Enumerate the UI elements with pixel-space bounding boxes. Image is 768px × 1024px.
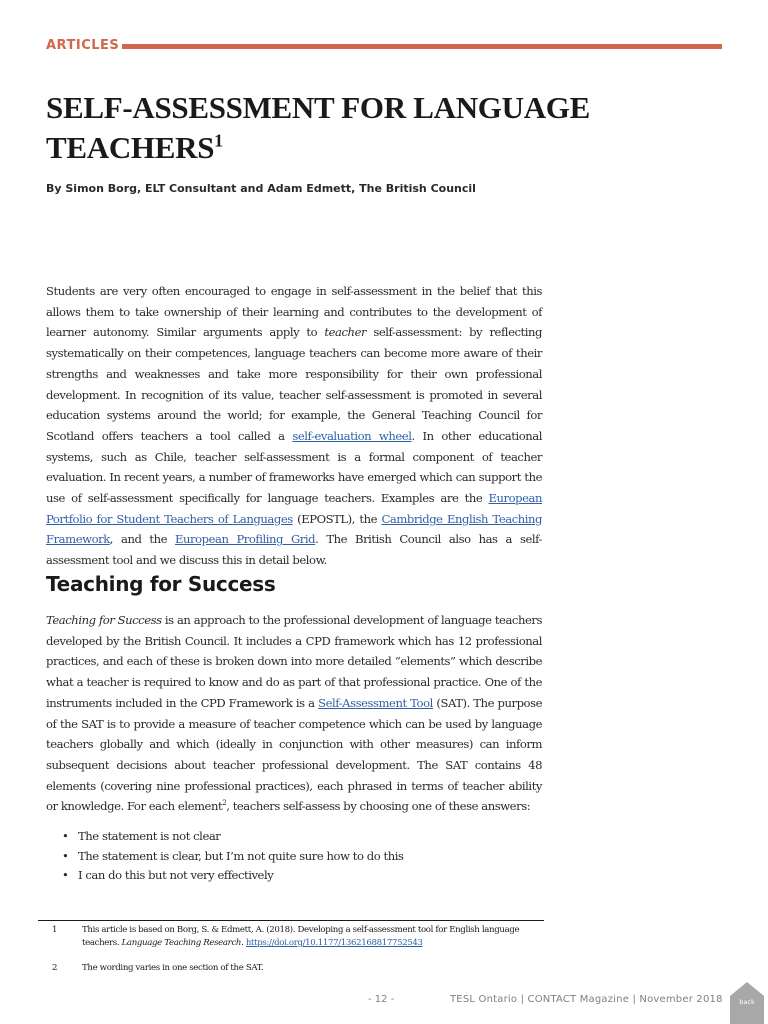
publication-footer: TESL Ontario | CONTACT Magazine | November 2018 [450,994,723,1005]
list-item [46,866,542,886]
bullet-icon: • [62,848,69,863]
footnote-divider [38,920,544,921]
intro-text-4: (EPOSTL), the [292,511,382,526]
list-item-text: The statement is not clear [78,829,221,843]
section-text-3: , teachers self-assess by choosing one of these answers: [226,799,531,814]
page-number: - 12 - [368,994,395,1005]
footnote-text: The wording varies in one section of the SAT. [82,963,264,973]
title-footnote-ref[interactable]: 1 [214,130,223,151]
list-item-text: The statement is clear, but I’m not quite sure how to do this [78,848,404,863]
intro-text-6: . The British Council also has a self-assessment tool and we discuss this in detail below. [46,532,543,568]
footnote-journal: Language Teaching Research. [121,937,244,948]
self-assessment-tool-link[interactable]: Self-Assessment Tool [318,695,433,710]
footnote-text [82,924,522,949]
article-title-text: SELF-ASSESSMENT FOR LANGUAGE TEACHERS [46,90,590,165]
intro-text-2: self-assessment: by reflecting systematically on their competences, language teachers can become more aware of their strengths and weaknesses and take more responsibility for their own professional development. In recognition of its value, teacher self-assessment is promoted in several education systems around the world; for example, the General Teaching Council for Scotland offers teachers a tool called a [46,325,542,443]
intro-paragraph [46,281,542,571]
footnote-number: 1 [52,925,58,935]
cambridge-framework-link[interactable]: Cambridge English Teaching Framework [46,511,542,547]
back-label: back [739,998,755,1006]
answer-options-list [46,827,542,886]
section-paragraph [46,610,542,817]
list-item [46,827,542,847]
section-text-2: (SAT). The purpose of the SAT is to provide a measure of teacher competence which can be used by language teachers globally and which (ideally in conjunction with other measures) can inform subsequent decisions about teacher professional development. The SAT contains 48 elements (covering nine professional practices), each phrased in terms of teacher ability or knowledge. For each element [46,695,542,814]
article-title [46,88,666,168]
self-evaluation-wheel-link[interactable]: self-evaluation wheel [292,428,412,443]
section-emphasis: Teaching for Success [46,613,162,627]
footnote-ref-2[interactable]: 2 [222,799,227,808]
european-profiling-grid-link[interactable]: European Profiling Grid [174,532,316,547]
section-text-1: is an approach to the professional development of language teachers developed by the British Council. It includes a CPD framework which has 12 professional practices, and each of these is broken down into more detailed “elements” which describe what a teacher is required to know and do as part of that professional practice. One of the instruments included in the CPD Framework is a [46,613,542,710]
intro-text-3: . In other educational systems, such as Chile, teacher self-assessment is a formal component of teacher evaluation. In recent years, a number of frameworks have emerged which can support the use of self-assessment specifically for language teachers. Examples are the [46,428,542,506]
doi-link[interactable]: https://doi.org/10.1177/1362168817752543 [245,937,423,948]
footnote-number: 2 [52,963,58,973]
footnote-citation: This article is based on Borg, S. & Edmett, A. (2018). Developing a self-assessment tool for English language teachers. [82,925,520,948]
bullet-icon: • [62,829,69,843]
intro-text-5: , and the [109,532,175,547]
list-item [46,847,542,867]
intro-text-1: Students are very often encouraged to engage in self-assessment in the belief that this allows them to take ownership of their learning and contributes to the development of learner autonomy. Similar arguments apply to [46,284,542,340]
intro-emphasis: teacher [324,325,367,340]
list-item-text: I can do this but not very effectively [78,868,274,882]
byline: By Simon Borg, ELT Consultant and Adam Edmett, The British Council [46,182,476,195]
epostl-link[interactable]: European Portfolio for Student Teachers of Languages [46,491,542,526]
bullet-icon: • [62,868,69,882]
footnote-2 [52,962,522,975]
section-rule [122,44,722,49]
section-label: ARTICLES [46,38,120,53]
footnote-1 [52,924,522,949]
section-heading: Teaching for Success [46,572,276,596]
back-button[interactable] [730,982,766,1024]
